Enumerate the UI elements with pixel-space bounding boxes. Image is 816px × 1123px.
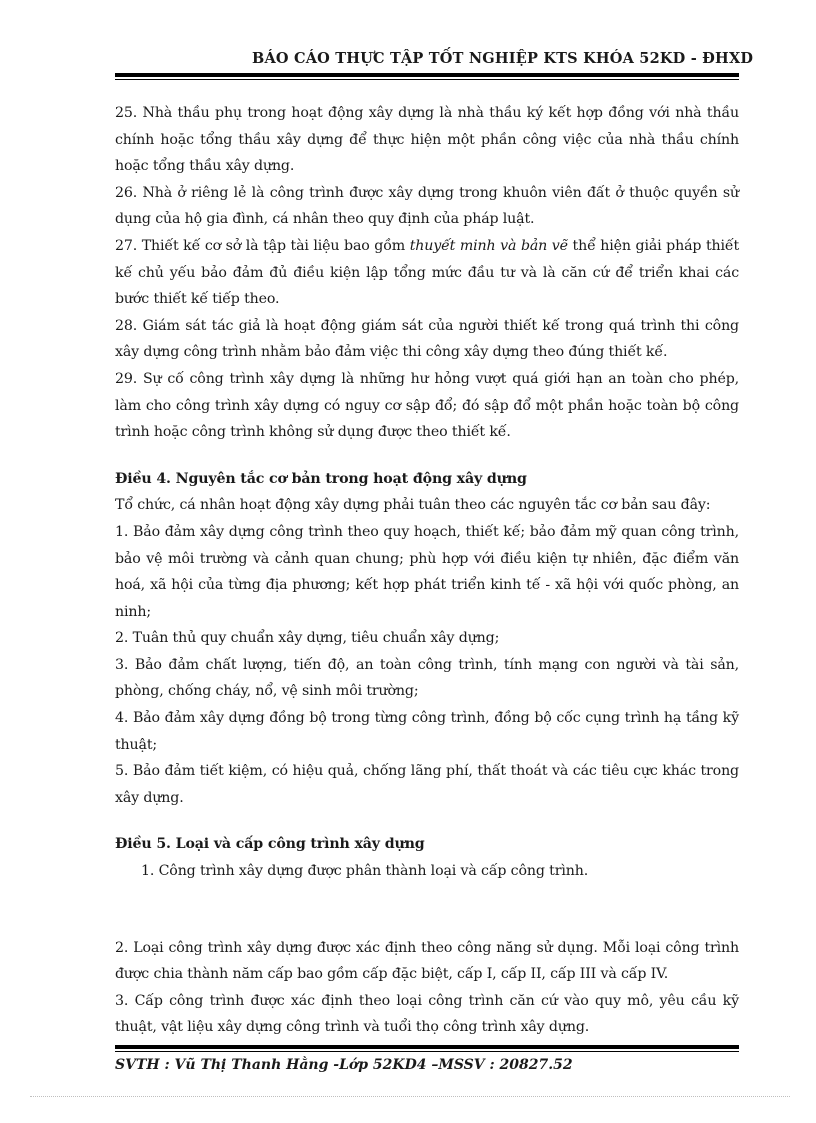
article-4-heading: Điều 4. Nguyên tắc cơ bản trong hoạt động xây dựng [115,470,527,487]
article-4-item-1: 1. Bảo đảm xây dựng công trình theo quy hoạch, thiết kế; bảo đảm mỹ quan công trình, bảo vệ môi trường và cảnh quan chung; phù hợp với điều kiện tự nhiên, đặc điểm văn hoá, xã hội của từng địa phương; kết hợp phát triển kinh tế - xã hội với quốc phòng, an ninh; [115,523,739,620]
paragraph-27 [115,233,739,313]
spacer [115,811,739,831]
page-footer-student-info: SVTH : Vũ Thị Thanh Hằng -Lớp 52KD4 –MSSV : 20827.52 [115,1057,573,1073]
spacer [115,446,739,466]
article-4-intro: Tổ chức, cá nhân hoạt động xây dựng phải tuân theo các nguyên tắc cơ bản sau đây: [115,497,711,514]
article-4-item-2: 2. Tuân thủ quy chuẩn xây dựng, tiêu chuẩn xây dựng; [115,630,500,647]
paragraph-29: 29. Sự cố công trình xây dựng là những hư hỏng vượt quá giới hạn an toàn cho phép, làm cho công trình xây dựng có nguy cơ sập đổ; đó sập đổ một phần hoặc toàn bộ công trình hoặc công trình không sử dụng được theo thiết kế. [115,370,739,441]
paragraph-26: 26. Nhà ở riêng lẻ là công trình được xây dựng trong khuôn viên đất ở thuộc quyền sử dụng của hộ gia đình, cá nhân theo quy định của pháp luật. [115,184,739,228]
article-5-item-3: 3. Cấp công trình được xác định theo loại công trình căn cứ vào quy mô, yêu cầu kỹ thuật, vật liệu xây dựng công trình và tuổi thọ công trình xây dựng. [115,992,739,1036]
article-4-item-3: 3. Bảo đảm chất lượng, tiến độ, an toàn công trình, tính mạng con người và tài sản, phòng, chống cháy, nổ, vệ sinh môi trường; [115,656,739,700]
paragraph-27-italic: thuyết minh và bản vẽ [409,237,568,254]
footer-rule-thick [115,1045,739,1049]
page-header-title: BÁO CÁO THỰC TẬP TỐT NGHIỆP KTS KHÓA 52KD - ĐHXD [252,50,754,67]
paragraph-28: 28. Giám sát tác giả là hoạt động giám sát của người thiết kế trong quá trình thi công xây dựng công trình nhằm bảo đảm việc thi công xây dựng theo đúng thiết kế. [115,317,739,361]
article-5-item-1: 1. Công trình xây dựng được phân thành loại và cấp công trình. [141,863,589,880]
article-4-item-4: 4. Bảo đảm xây dựng đồng bộ trong từng công trình, đồng bộ cốc cụng trình hạ tầng kỹ thuật; [115,710,739,753]
paragraph-27-text-start: 27. Thiết kế cơ sở là tập tài liệu bao gồm [115,237,410,254]
paragraph-27-text-end: thể hiện giải pháp thiết kế chủ yếu bảo đảm đủ điều kiện lập tổng mức đầu tư và là căn cứ để triển khai các bước thiết kế tiếp theo. [115,237,740,308]
document-body [115,100,739,1041]
article-5-item-2: 2. Loại công trình xây dựng được xác định theo công năng sử dụng. Mỗi loại công trình được chia thành năm cấp bao gồm cấp đặc biệt, cấp I, cấp II, cấp III và cấp IV. [115,939,739,983]
article-4-item-5: 5. Bảo đảm tiết kiệm, có hiệu quả, chống lãng phí, thất thoát và các tiêu cực khác trong xây dựng. [115,763,739,806]
footer-rule-thin [115,1051,739,1052]
header-rule-thin [115,79,739,80]
spacer [115,885,739,935]
paragraph-25: 25. Nhà thầu phụ trong hoạt động xây dựng là nhà thầu ký kết hợp đồng với nhà thầu chính hoặc tổng thầu xây dựng để thực hiện một phần công việc của nhà thầu chính hoặc tổng thầu xây dựng. [115,105,739,175]
header-rule-thick [115,73,739,77]
article-5-heading: Điều 5. Loại và cấp công trình xây dựng [115,836,425,853]
page-boundary [30,1096,790,1097]
